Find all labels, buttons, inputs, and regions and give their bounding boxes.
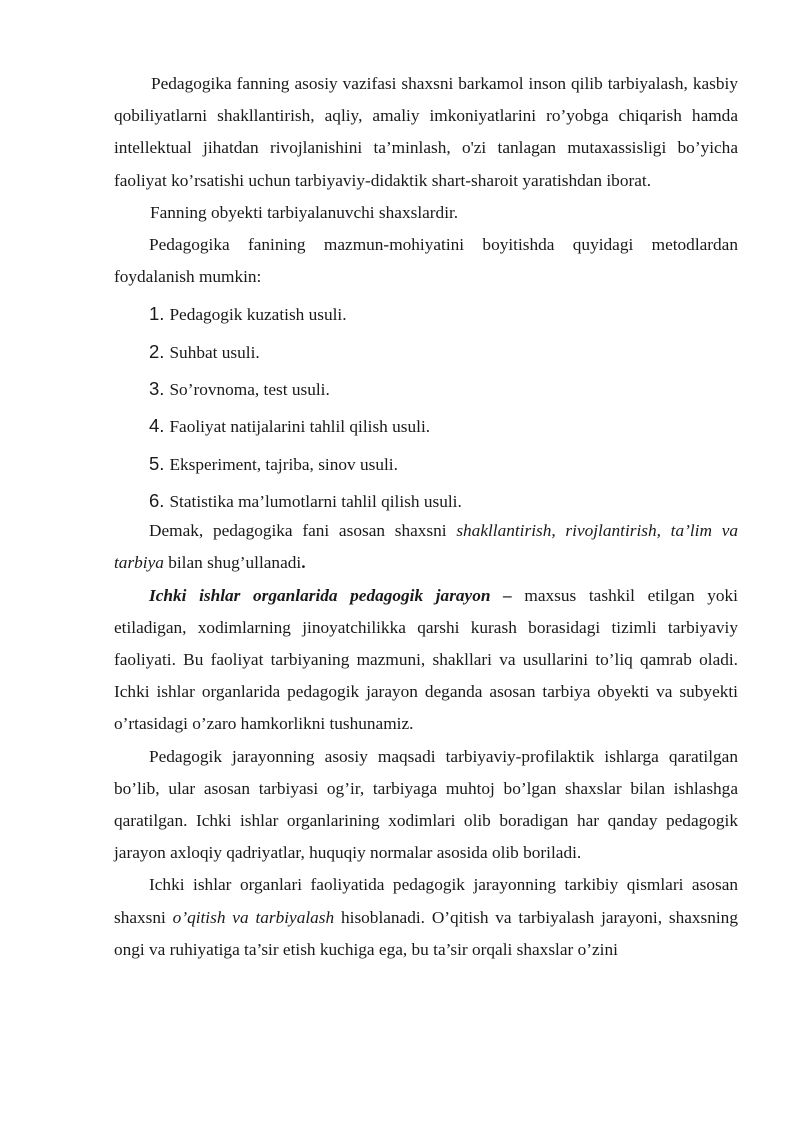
paragraph-conclusion: Demak, pedagogika fani asosan shaxsni shakllantirish, rivojlantirish, ta’lim va tarbiya bilan shug’ullanadi.: [114, 521, 739, 573]
paragraph-methods-intro: Pedagogika fanining mazmun-mohiyatini boyitishda quyidagi metodlardan foydalanish mumkin:: [114, 235, 738, 287]
paragraph-pedagogy-task: Pedagogika fanning asosiy vazifasi shaxsni barkamol inson qilib tarbiyalash, kasbiy qobiliyatlarni shakllantirish, aqliy, amaliy imkoniyatlarini ro’yobga chiqarish hamda intellektual jihatdan rivojlanishini ta’minlash, o'zi tanlagan mutaxassisligi bo’yicha faoliyat ko’rsatishi uchun tarbiyaviy-didaktik shart-sharoit yaratishdan iborat.: [114, 74, 738, 190]
methods-list: [114, 295, 738, 519]
list-item-number: 3.: [149, 378, 165, 400]
paragraph-definition: Ichki ishlar organlarida pedagogik jarayon – maxsus tashkil etilgan yoki etiladigan, xodimlarning jinoyatchilikka qarshi kurash borasidagi tizimli tarbiyaviy faoliyati. Bu faoliyat tarbiyaning mazmuni, shakllari va usullarini to’liq qamrab oladi. Ichki ishlar organlarida pedagogik jarayon deganda asosan tarbiya obyekti va subyekti o’rtasidagi o’zaro hamkorlikni tushunamiz.: [114, 585, 738, 734]
paragraph-goal: Pedagogik jarayonning asosiy maqsadi tarbiyaviy-profilaktik ishlarga qaratilgan bo’lib, ular asosan tarbiyasi og’ir, tarbiyaga muhtoj bo’lgan shaxslar bilan ishlashga qaratilgan. Ichki ishlar organlarining xodimlari olib boradigan har qanday pedagogik jarayon axloqiy qadriyatlar, huquqiy normalar asosida olib boriladi.: [114, 746, 738, 863]
list-item-text: Suhbat usuli.: [169, 342, 260, 362]
list-item-text: Pedagogik kuzatish usuli.: [169, 305, 347, 325]
emphasis-text: o’qitish va tarbiyalash: [172, 907, 335, 927]
list-item: [149, 445, 738, 482]
list-item: [149, 482, 738, 519]
list-item-text: Faoliyat natijalarini tahlil qilish usuli.: [169, 417, 431, 437]
list-item-number: 2.: [149, 340, 165, 362]
list-item-text: So’rovnoma, test usuli.: [169, 380, 330, 400]
paragraph-components: Ichki ishlar organlari faoliyatida pedagogik jarayonning tarkibiy qismlari asosan shaxsni o’qitish va tarbiyalash hisoblanadi. O’qitish va tarbiyalash jarayoni, shaxsning ongi va ruhiyatiga ta’sir etish kuchiga ega, bu ta’sir orqali shaxslar o’zini: [114, 875, 738, 959]
list-item-number: 4.: [149, 415, 165, 437]
list-item: [149, 295, 738, 332]
list-item-text: Statistika ma’lumotlarni tahlil qilish usuli.: [169, 491, 462, 511]
list-item-text: Eksperiment, tajriba, sinov usuli.: [169, 454, 398, 474]
paragraph-subject-object: Fanning obyekti tarbiyalanuvchi shaxslardir.: [150, 202, 459, 222]
list-item-number: 6.: [149, 489, 165, 511]
emphasis-text: shakllantirish, rivojlantirish, ta’lim va tarbiya: [114, 521, 739, 573]
defined-term: Ichki ishlar organlarida pedagogik jarayon –: [149, 585, 512, 605]
list-item-number: 1.: [149, 303, 165, 325]
list-item: [149, 407, 738, 444]
list-item: [149, 370, 738, 407]
list-item: [149, 333, 738, 370]
list-item-number: 5.: [149, 452, 165, 474]
